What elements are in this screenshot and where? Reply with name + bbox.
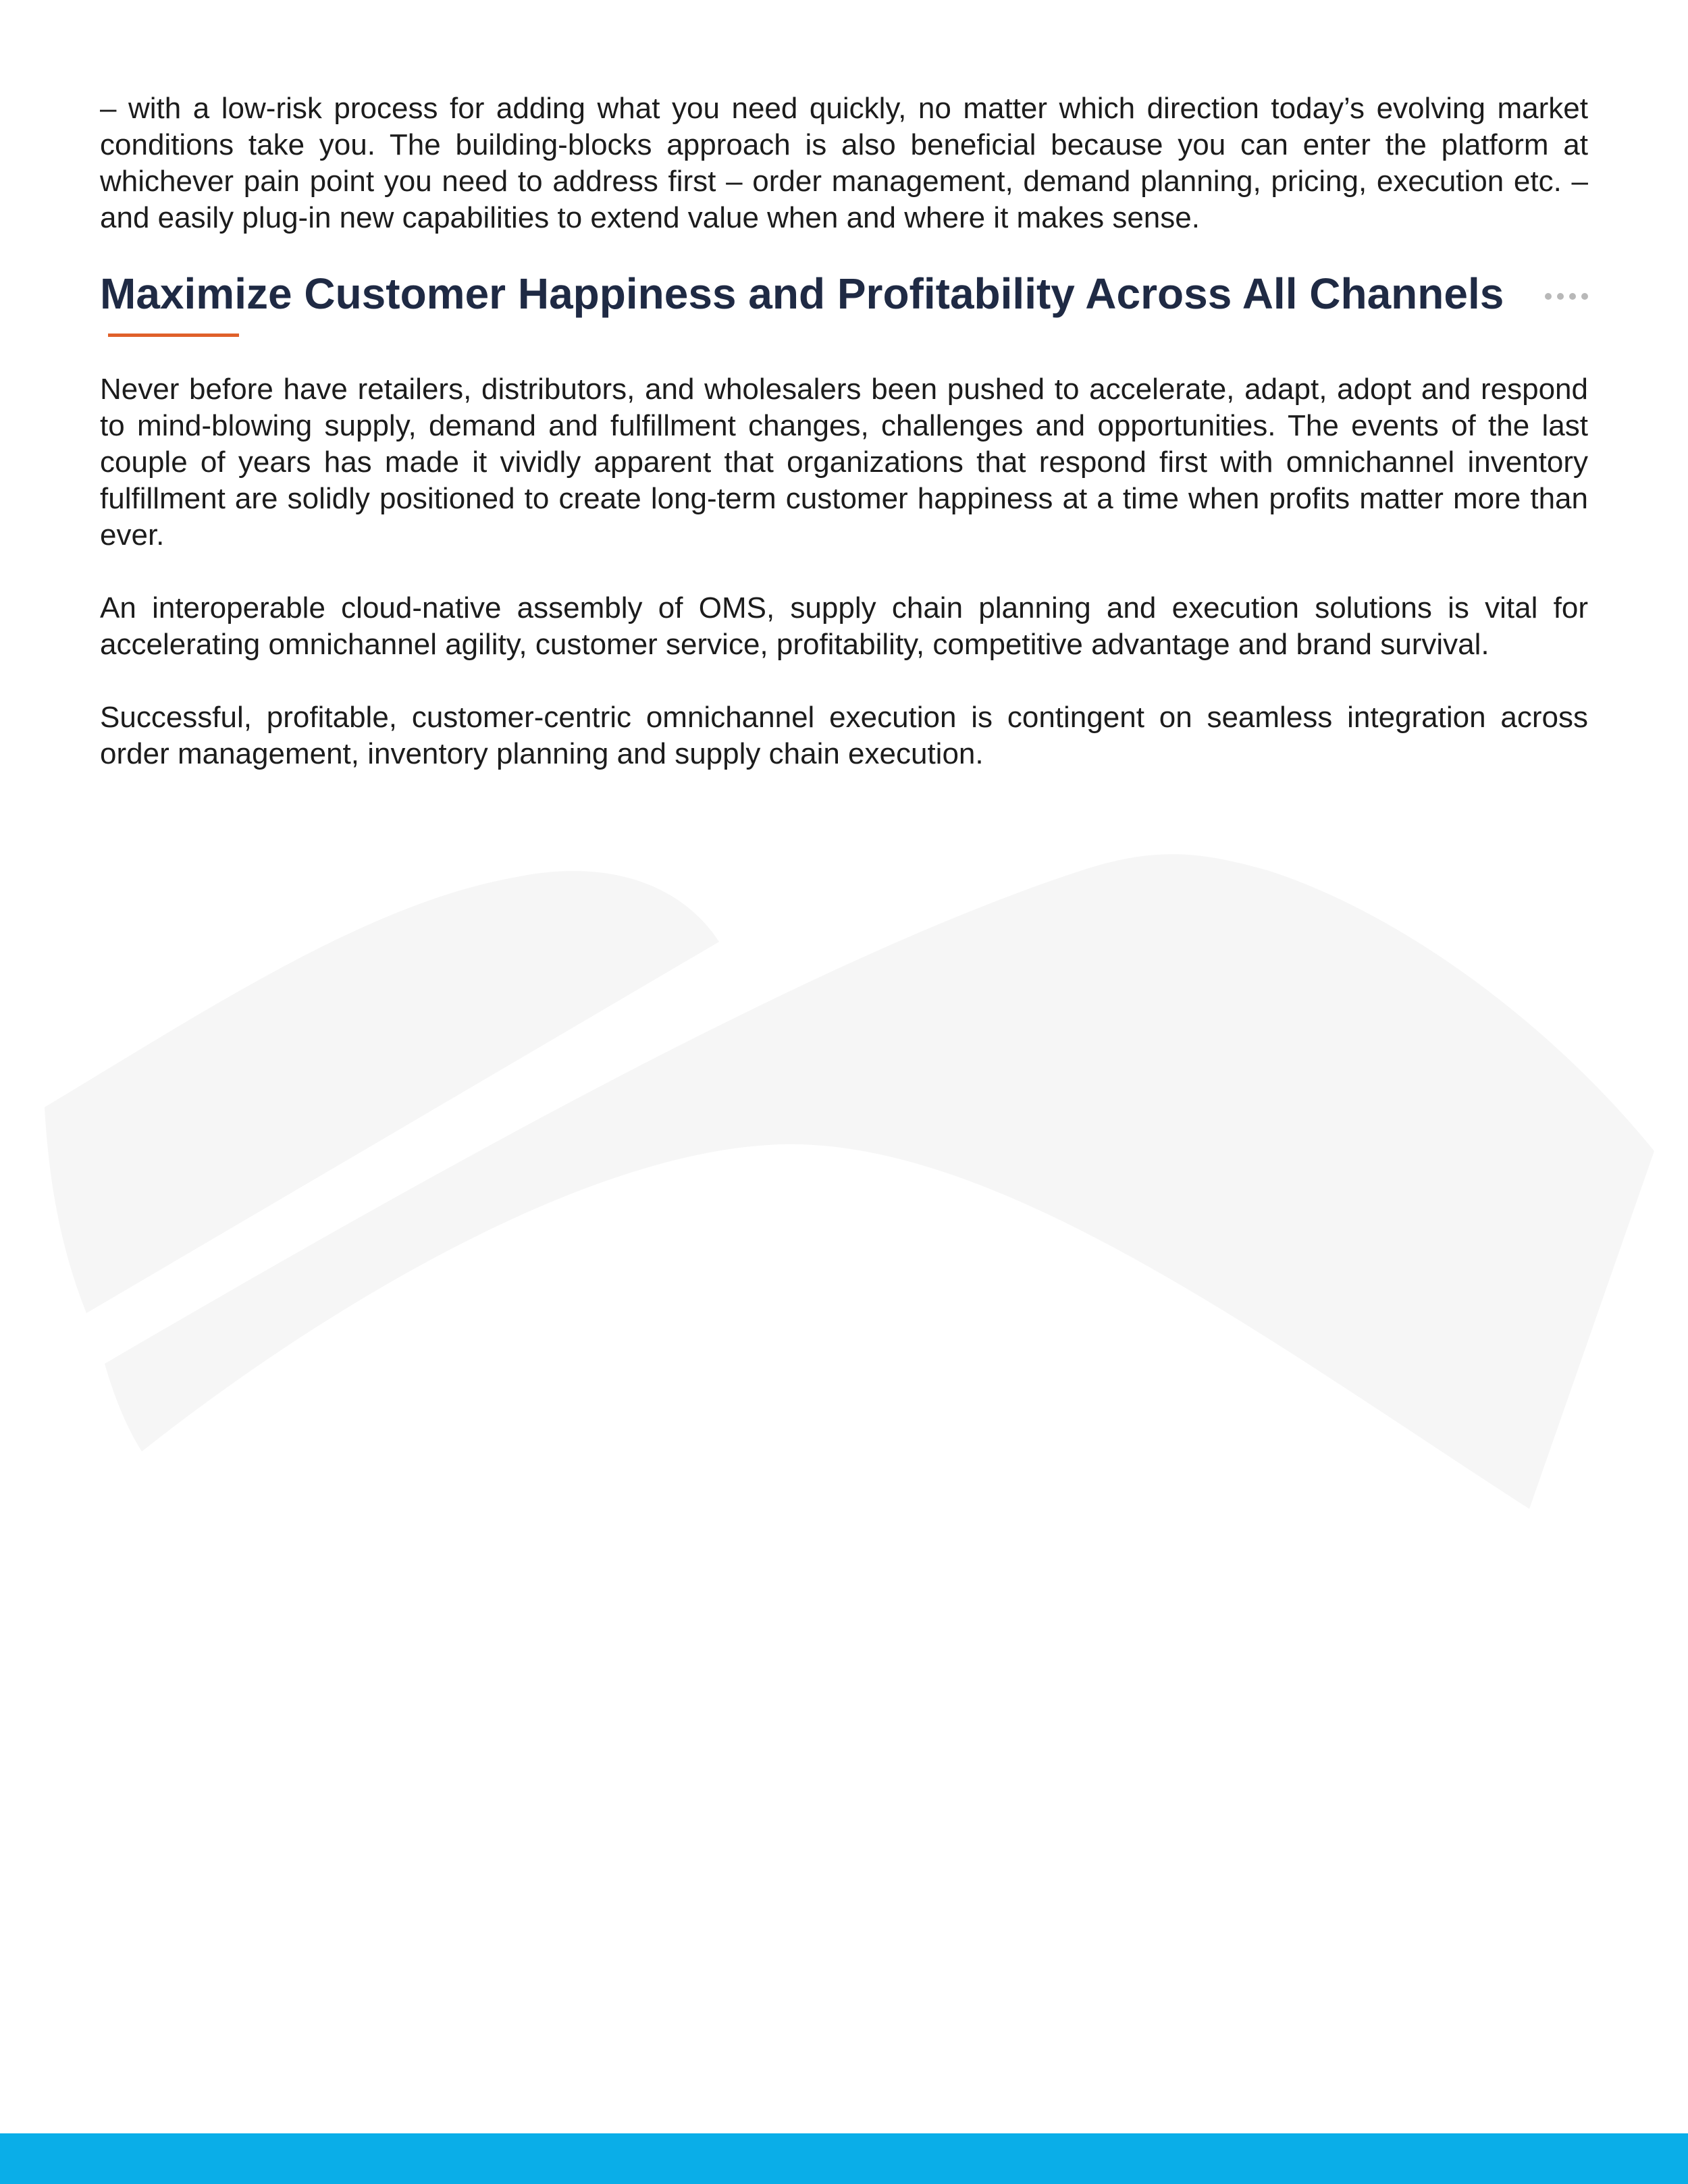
heading-accent-underline xyxy=(108,334,239,337)
section-paragraph-3: Successful, profitable, customer-centric omnichannel execution is contingent on seamless integration across order management, inventory planning and supply chain execution. xyxy=(100,701,1588,770)
intro-paragraph: – with a low-risk process for adding what you need quickly, no matter which direction today’s evolving market conditions take you. The building-blocks approach is also beneficial because you can enter the platform at whichever pain point you need to address first – order management, demand planning, pricing, execution etc. – and easily plug-in new capabilities to extend value when and where it makes sense. xyxy=(100,92,1588,234)
document-body xyxy=(100,90,1588,772)
section-paragraph-1: Never before have retailers, distributors, and wholesalers been pushed to accelerate, adapt, adopt and respond to mind-blowing supply, demand and fulfillment changes, challenges and opportunities. The events of the last couple of years has made it vividly apparent that organizations that respond first with omnichannel inventory fulfillment are solidly positioned to create long-term customer happiness at a time when profits matter more than ever. xyxy=(100,373,1588,552)
decorative-dot xyxy=(1557,293,1564,300)
section-heading: Maximize Customer Happiness and Profitability Across All Channels xyxy=(100,269,1504,318)
footer-color-bar xyxy=(0,2133,1688,2184)
decorative-dot xyxy=(1545,293,1552,300)
heading-dots-decoration xyxy=(1545,293,1588,300)
section-paragraph-2: An interoperable cloud-native assembly of OMS, supply chain planning and execution solutions is vital for accelerating omnichannel agility, customer service, profitability, competitive advantage and brand survival. xyxy=(100,591,1588,661)
decorative-dot xyxy=(1569,293,1576,300)
section-heading-block xyxy=(100,266,1588,347)
decorative-dot xyxy=(1581,293,1588,300)
